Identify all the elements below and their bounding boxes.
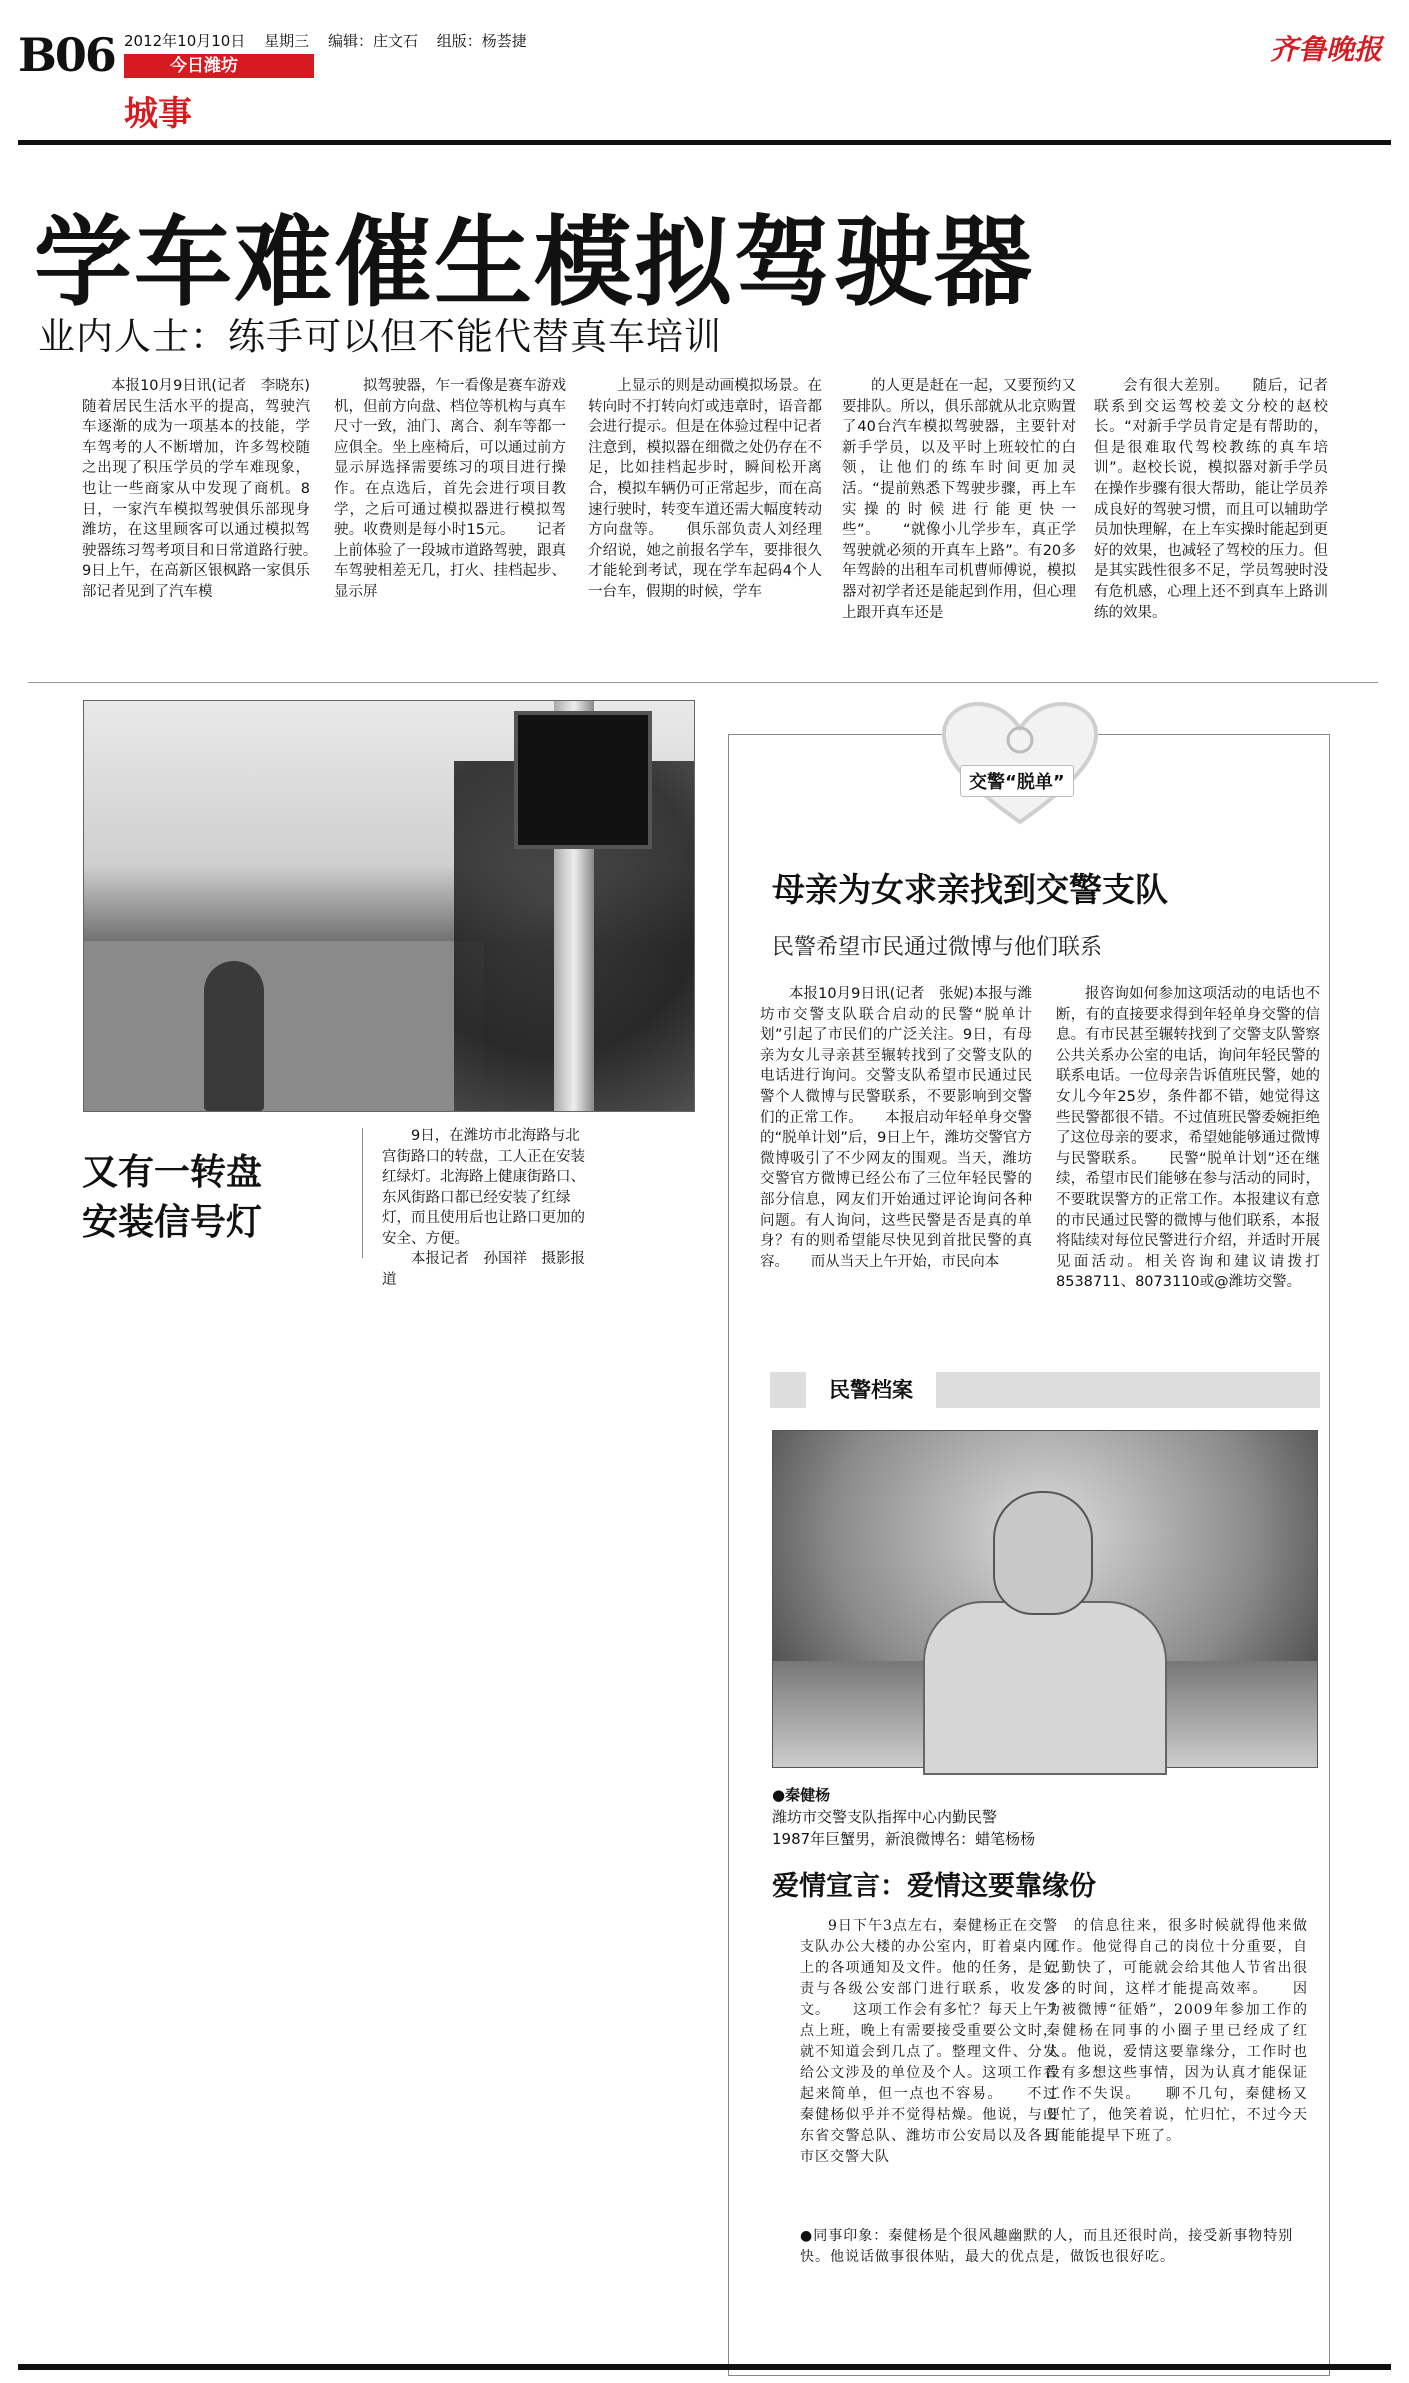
- column-text: 会有很大差别。 随后，记者联系到交运驾校姜文分校的赵校长。“对新手学员肯定是有帮助的，但是很难取代驾校教练的真车培训”。赵校长说，模拟器对新手学员在操作步骤有很大帮助，能让学员养成良好的驾驶习惯，而且可以辅助学员加快理解，在上车实操时能起到更好的效果，也减轻了驾校的压力。但是其实践性很多不足，学员驾驶时没有危机感，心理上还不到真车上路训练的效果。: [1094, 378, 1328, 621]
- profile-role: 潍坊市交警支队指挥中心内勤民警: [772, 1808, 998, 1826]
- photo-road: [84, 941, 484, 1111]
- section-divider: [28, 682, 1378, 683]
- header-meta: [124, 30, 541, 51]
- caption-separator: [362, 1128, 363, 1258]
- photo-officer-head: [993, 1491, 1093, 1615]
- issue-weekday: 星期三: [264, 32, 310, 50]
- photo-caption: [382, 1126, 592, 1290]
- column-text: 拟驾驶器，乍一看像是赛车游戏机，但前方向盘、档位等机构与真车尺寸一致，油门、离合、刹车等都一应俱全。坐上座椅后，可以通过前方显示屏选择需要练习的项目进行操作。在点选后，首先会进行项目教学，之后可通过模拟器进行模拟驾驶。收费则是每小时15元。 记者上前体验了一段城市道路驾驶，跟真车驾驶相差无几，打火、挂档起步、显示屏: [334, 378, 566, 600]
- photo-credit: 本报记者 孙国祥 摄影报道: [382, 1251, 585, 1288]
- lead-article-column-2: [334, 376, 566, 658]
- officer-portrait-photo: [772, 1430, 1318, 1768]
- column-text: 的信息往来，很多时候就得他来做工作。他觉得自己的岗位十分重要，自己勤快了，可能就会给其他人节省出很多的时间，这样才能提高效率。 因为被微博“征婚”，2009年参加工作的秦健杨在同事的小圈子里已经成了红人。他说，爱情这要靠缘分，工作时也没有多想这些事情，因为认真才能保证工作不失误。 聊不几句，秦健杨又要忙了，他笑着说，忙归忙，不过今天可能能提早下班了。: [1046, 1918, 1308, 2144]
- photo-story-title: [82, 1148, 262, 1248]
- profile-info: 1987年巨蟹男，新浪微博名：蜡笔杨杨: [772, 1830, 1036, 1848]
- lead-article-column-4: [842, 376, 1076, 658]
- section-tag: 今日潍坊: [124, 54, 314, 78]
- layout-credit: 组版：杨荟捷: [436, 32, 527, 50]
- photo-worker: [204, 961, 264, 1111]
- column-text: 9日下午3点左右，秦健杨正在交警支队办公大楼的办公室内，盯着桌内网上的各项通知及文件。他的任务，是负责与各级公安部门进行联系，收发公文。 这项工作会有多忙？每天上午7点上班，晚上有需要接受重要公文时，就不知道会到几点了。整理文件、分发给公文涉及的单位及个人。这项工作看起来简单，但一点也不容易。 不过秦健杨似乎并不觉得枯燥。他说，与山东省交警总队、潍坊市公安局以及各县市区交警大队: [800, 1918, 1058, 2165]
- photo-signal-light: [514, 711, 652, 849]
- love-declaration-title: 爱情宣言：爱情这要靠缘份: [772, 1871, 1096, 1902]
- feature-badge: 交警“脱单”: [960, 765, 1074, 797]
- colleague-note: ●同事印象：秦健杨是个很风趣幽默的人，而且还很时尚，接受新事物特别快。他说话做事很体贴，最大的优点是，做饭也很好吃。: [800, 2228, 1294, 2265]
- feature-subtitle: 民警希望市民通过微博与他们联系: [772, 935, 1103, 960]
- subheadline: 业内人士：练手可以但不能代替真车培训: [38, 315, 722, 358]
- love-column-1: [800, 1916, 1058, 2212]
- feature-title: 母亲为女求亲找到交警支队: [772, 870, 1168, 909]
- caption-text: 9日，在潍坊市北海路与北宫街路口的转盘，工人正在安装红绿灯。北海路上健康街路口、东风街路口都已经安装了红绿灯，而且使用后也让路口更加的安全、方便。: [382, 1128, 585, 1247]
- feature-column-1: [760, 984, 1032, 1346]
- lead-article-column-3: [588, 376, 822, 658]
- column-text: 报咨询如何参加这项活动的电话也不断，有的直接要求得到年轻单身交警的信息。有市民甚至辗转找到了交警支队警察公共关系办公室的电话，询问年轻民警的联系电话。一位母亲告诉值班民警，她的女儿今年25岁，条件都不错，她觉得这些民警都很不错。不过值班民警委婉拒绝了这位母亲的要求，希望她能够通过微博与民警联系。 民警“脱单计划”还在继续，希望市民们能够在参与活动的同时，不要耽误警方的正常工作。本报建议有意的市民通过民警的微博与他们联系，本报将陆续对每位民警进行介绍，并适时开展见面活动。相关咨询和建议请拨打8538711、8073110或@潍坊交警。: [1056, 986, 1320, 1291]
- headline: 学车难催生模拟驾驶器: [34, 206, 1035, 320]
- profile-label: 民警档案: [806, 1372, 936, 1408]
- section-name: 城事: [124, 94, 192, 134]
- column-text: 上显示的则是动画模拟场景。在转向时不打转向灯或违章时，语音都会进行提示。但是在体验过程中记者注意到，模拟器在细微之处仍存在不足，比如挂档起步时，瞬间松开离合，模拟车辆仍可正常起步，而在高速行驶时，转变车道还需大幅度转动方向盘等。 俱乐部负责人刘经理介绍说，她之前报名学车，要排很久才能轮到考试，现在学车起码4个人一台车，假期的时候，学车: [588, 378, 822, 600]
- feature-column-2: [1056, 984, 1320, 1346]
- column-text: 本报10月9日讯(记者 张妮)本报与潍坊市交警支队联合启动的民警“脱单计划”引起了市民们的广泛关注。9日，有母亲为女儿寻亲甚至辗转找到了交警支队的电话进行询问。交警支队希望市民通过民警个人微博与民警联系，不要影响到交警们的正常工作。 本报启动年轻单身交警的“脱单计划”后，9日上午，潍坊交警官方微博吸引了不少网友的围观。当天，潍坊交警官方微博已经公布了三位年轻民警的部分信息，网友们开始通过评论询问各种问题。有人询问，这些民警是否是真的单身？有的则希望能尽快见到首批民警的真容。 而从当天上午开始，市民向本: [760, 986, 1032, 1270]
- profile-name: ●秦健杨: [772, 1786, 831, 1804]
- lead-article-column-5: [1094, 376, 1328, 658]
- page-number: B06: [18, 28, 115, 82]
- editor-credit: 编辑：庄文石: [327, 32, 418, 50]
- issue-date: 2012年10月10日: [124, 32, 246, 50]
- header-rule: [18, 140, 1391, 145]
- photo-title-line-2: 安装信号灯: [82, 1202, 263, 1243]
- column-text: 本报10月9日讯(记者 李晓东)随着居民生活水平的提高，驾驶汽车逐渐的成为一项基本的技能，学车驾考的人不断增加，许多驾校随之出现了积压学员的学车难现象，也让一些商家从中发现了商机。8日，一家汽车模拟驾驶俱乐部现身潍坊，在这里顾客可以通过模拟驾驶器练习驾考项目和日常道路行驶。 9日上午，在高新区银枫路一家俱乐部记者见到了汽车模: [82, 378, 339, 600]
- photo-title-line-1: 又有一转盘: [82, 1152, 263, 1193]
- love-column-2: [1046, 1916, 1308, 2212]
- traffic-signal-photo: [83, 700, 695, 1112]
- photo-officer-body: [923, 1601, 1167, 1775]
- column-text: 的人更是赶在一起，又要预约又要排队。所以，俱乐部就从北京购置了40台汽车模拟驾驶器，主要针对新手学员，以及平时上班较忙的白领，让他们的练车时间更加灵活。“提前熟悉下驾驶步骤，再上车实操的时候进行能更快一些”。 “就像小儿学步车，真正学驾驶就必须的开真车上路”。有20多年驾龄的出租车司机曹师傅说，模拟器对初学者还是能起到作用，但心理上跟开真车还是: [842, 378, 1076, 621]
- lead-article-column-1: [82, 376, 339, 658]
- paper-logo: 齐鲁晚报: [1270, 33, 1383, 66]
- bottom-rule: [18, 2364, 1391, 2370]
